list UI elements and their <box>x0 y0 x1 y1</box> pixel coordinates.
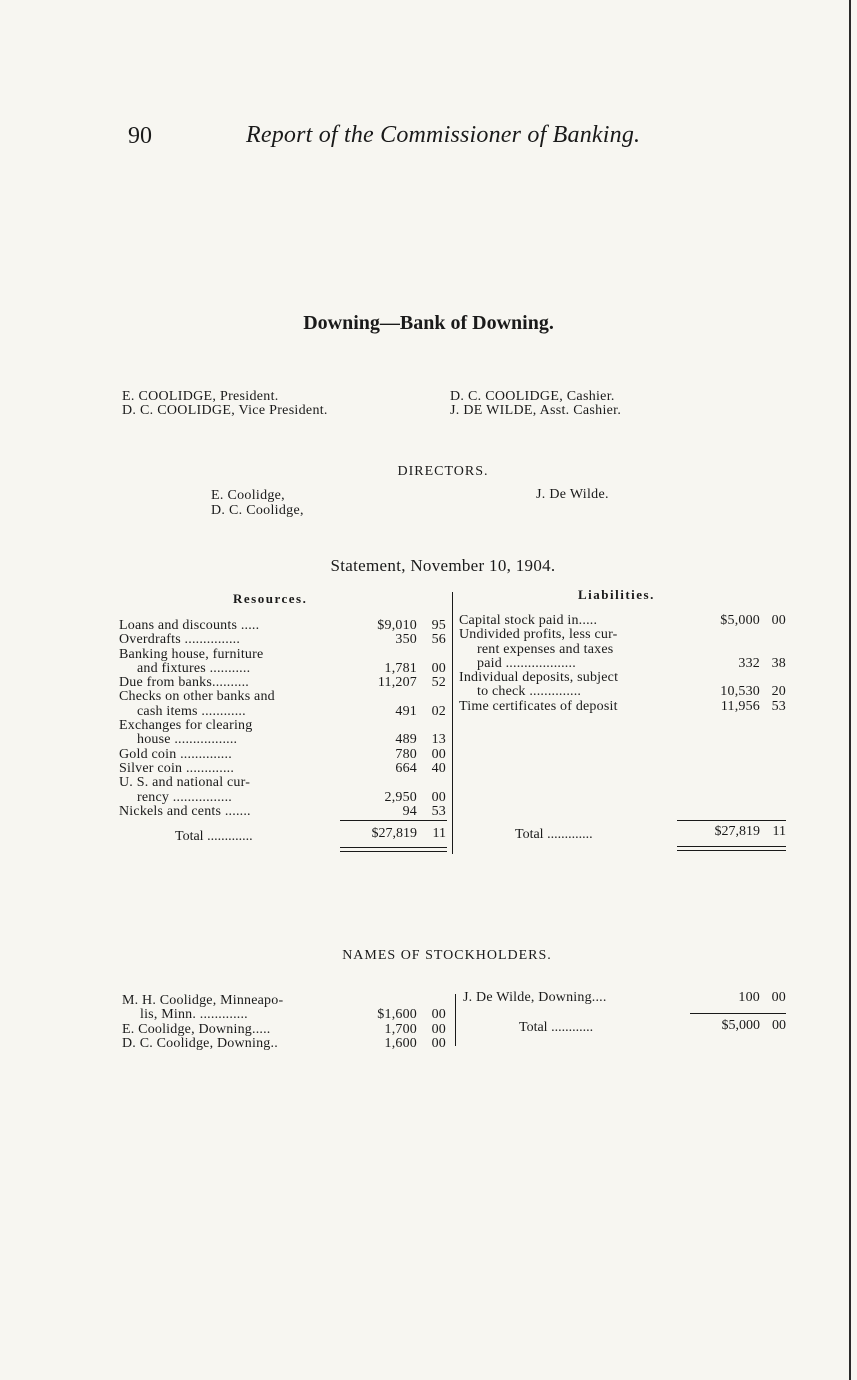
line-label: house ................. <box>137 732 238 748</box>
line-amount: 1,781 <box>384 660 417 676</box>
line-amount: 94 <box>402 803 417 819</box>
line-cents: 02 <box>431 703 446 719</box>
line-label: Overdrafts ............... <box>119 632 241 648</box>
line-cents: 00 <box>431 660 446 676</box>
ledger-row <box>119 662 449 676</box>
column-divider <box>452 592 453 854</box>
statement-heading: Statement, November 10, 1904. <box>330 556 556 575</box>
line-amount: $9,010 <box>377 618 417 633</box>
line-label: E. Coolidge, Downing..... <box>122 1021 271 1037</box>
total-rule <box>677 820 786 821</box>
line-label: paid ................... <box>477 655 576 671</box>
ledger-row <box>119 719 449 733</box>
resources-heading: Resources. <box>233 591 308 606</box>
line-cents: 56 <box>431 632 446 648</box>
liabilities-total-cents: 11 <box>772 824 786 839</box>
line-amount: 489 <box>395 732 417 748</box>
page-number: 90 <box>128 123 152 149</box>
ledger-row <box>459 657 787 671</box>
line-amount: 491 <box>395 703 417 719</box>
line-amount: 664 <box>395 760 417 776</box>
double-rule <box>677 850 786 851</box>
ledger-row <box>459 685 787 699</box>
line-label: Silver coin ............. <box>119 760 235 776</box>
director-name: E. Coolidge, <box>211 488 285 503</box>
ledger-row <box>459 628 787 642</box>
officer-president: E. COOLIDGE, President. <box>122 389 279 404</box>
line-label: U. S. and national cur- <box>119 775 251 791</box>
line-amount: 10,530 <box>720 684 760 700</box>
line-amount: 2,950 <box>384 789 417 805</box>
double-rule <box>340 851 447 852</box>
ledger-row <box>119 748 449 762</box>
line-cents: 52 <box>431 675 446 691</box>
line-label: rency ................ <box>137 789 232 805</box>
liabilities-heading: Liabilities. <box>578 587 655 602</box>
line-label: Undivided profits, less cur- <box>459 627 618 643</box>
director-name: D. C. Coolidge, <box>211 503 304 518</box>
line-amount: 1,700 <box>384 1021 417 1037</box>
line-label: Loans and discounts ..... <box>119 618 260 633</box>
stockholders-total-amount: $5,000 <box>721 1018 760 1033</box>
resources-ledger <box>119 619 449 819</box>
bank-title: Downing—Bank of Downing. <box>303 312 554 334</box>
ledger-row <box>119 633 449 647</box>
line-label: Nickels and cents ....... <box>119 803 251 819</box>
stockholders-right-list <box>463 991 787 1005</box>
resources-total-label: Total ............. <box>175 829 253 844</box>
ledger-row <box>119 690 449 704</box>
ledger-row <box>459 700 787 714</box>
line-cents: 38 <box>771 655 786 671</box>
liabilities-total-label: Total ............. <box>515 827 593 842</box>
line-amount: 100 <box>738 990 760 1005</box>
resources-total-amount: $27,819 <box>371 826 417 841</box>
ledger-row <box>122 1037 449 1051</box>
line-label: J. De Wilde, Downing.... <box>463 990 607 1005</box>
total-rule <box>340 820 447 821</box>
line-amount: 1,600 <box>384 1035 417 1051</box>
ledger-row <box>119 705 449 719</box>
ledger-row <box>119 676 449 690</box>
line-label: Capital stock paid in..... <box>459 613 598 628</box>
ledger-row <box>119 791 449 805</box>
line-amount: 332 <box>738 655 760 671</box>
page-edge <box>849 0 851 1380</box>
stockholders-total-cents: 00 <box>772 1018 786 1033</box>
line-amount: 11,956 <box>720 698 760 714</box>
line-cents: 00 <box>431 746 446 762</box>
double-rule <box>677 846 786 847</box>
column-divider <box>455 994 456 1046</box>
total-rule <box>690 1013 786 1014</box>
line-label: cash items ............ <box>137 703 246 719</box>
line-cents: 40 <box>431 760 446 776</box>
officer-vice-president: D. C. COOLIDGE, Vice President. <box>122 403 328 418</box>
line-cents: 00 <box>431 789 446 805</box>
stockholders-left-list <box>122 994 449 1051</box>
ledger-row <box>119 762 449 776</box>
resources-total-cents: 11 <box>432 826 446 841</box>
line-cents: 13 <box>431 732 446 748</box>
ledger-row <box>119 619 449 633</box>
ledger-row <box>119 733 449 747</box>
ledger-row <box>119 805 449 819</box>
liabilities-total-amount: $27,819 <box>714 824 760 839</box>
line-cents: 95 <box>431 618 446 633</box>
line-label: rent expenses and taxes <box>477 641 614 657</box>
stockholders-heading: NAMES OF STOCKHOLDERS. <box>342 948 552 963</box>
line-cents: 00 <box>431 1007 446 1023</box>
stockholders-total-label: Total ............ <box>519 1020 594 1035</box>
line-label: Checks on other banks and <box>119 689 275 705</box>
line-cents: 53 <box>431 803 446 819</box>
line-cents: 00 <box>771 990 786 1005</box>
line-label: Exchanges for clearing <box>119 718 253 734</box>
officer-asst-cashier: J. DE WILDE, Asst. Cashier. <box>450 403 622 418</box>
officer-cashier: D. C. COOLIDGE, Cashier. <box>450 389 615 404</box>
line-cents: 53 <box>771 698 786 714</box>
ledger-row <box>122 1008 449 1022</box>
line-cents: 20 <box>771 684 786 700</box>
line-label: Individual deposits, subject <box>459 670 619 686</box>
line-amount: 780 <box>395 746 417 762</box>
ledger-row <box>459 643 787 657</box>
line-cents: 00 <box>771 613 786 628</box>
ledger-row <box>122 1023 449 1037</box>
line-label: Time certificates of deposit <box>459 698 618 714</box>
line-amount: 350 <box>395 632 417 648</box>
double-rule <box>340 847 447 848</box>
ledger-row <box>119 648 449 662</box>
line-cents: 00 <box>431 1035 446 1051</box>
ledger-row <box>122 994 449 1008</box>
directors-heading: DIRECTORS. <box>397 464 489 479</box>
line-label: to check .............. <box>477 684 582 700</box>
line-label: and fixtures ........... <box>137 660 251 676</box>
line-label: Gold coin .............. <box>119 746 232 762</box>
ledger-row <box>459 614 787 628</box>
line-label: Due from banks.......... <box>119 675 250 691</box>
line-amount: $1,600 <box>377 1007 417 1023</box>
line-amount: 11,207 <box>377 675 417 691</box>
line-label: lis, Minn. ............. <box>140 1007 248 1023</box>
ledger-row <box>459 671 787 685</box>
line-cents: 00 <box>431 1021 446 1037</box>
ledger-row <box>463 991 787 1005</box>
director-name: J. De Wilde. <box>536 487 609 502</box>
ledger-row <box>119 776 449 790</box>
line-label: D. C. Coolidge, Downing.. <box>122 1035 278 1051</box>
running-title: Report of the Commissioner of Banking. <box>246 122 641 148</box>
line-amount: $5,000 <box>720 613 760 628</box>
line-label: M. H. Coolidge, Minneapo- <box>122 993 284 1008</box>
line-label: Banking house, furniture <box>119 646 264 662</box>
liabilities-ledger <box>459 614 787 714</box>
